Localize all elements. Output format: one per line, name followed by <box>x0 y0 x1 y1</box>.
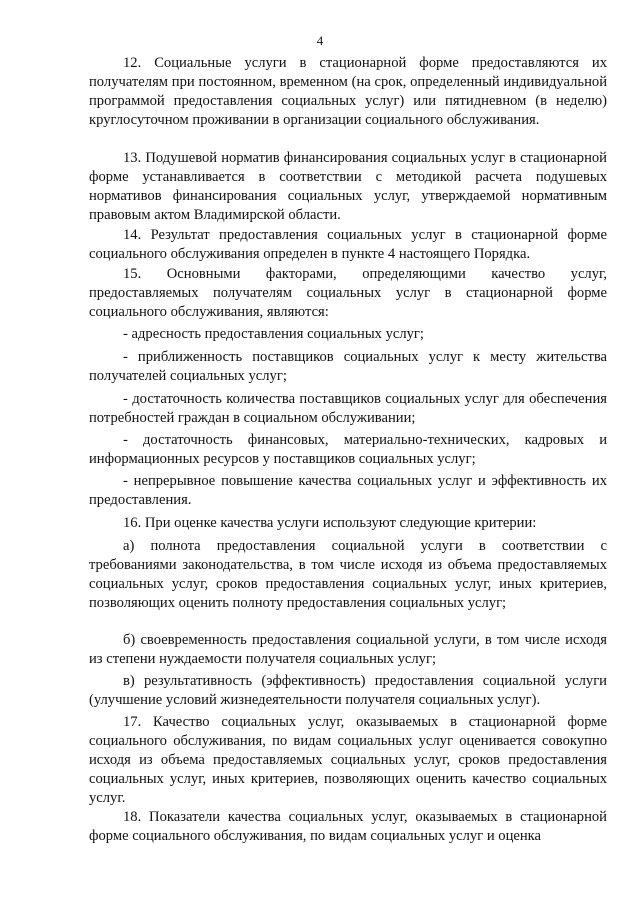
list-item-resources: - достаточность финансовых, материально-технических, кадровых и информационных ресурсов у поставщиков социальных услуг; <box>89 432 607 467</box>
paragraph-17: 17. Качество социальных услуг, оказываемых в стационарной форме социального обслуживания, по видам социальных услуг оценивается совокупно исходя из объема предоставляемых социальных услуг, сроков предоставления социальных услуг, иных критериев, позволяющих оценить качество социальных услуг. <box>89 714 607 806</box>
criterion-a: а) полнота предоставления социальной услуги в соответствии с требованиями законодательства, в том числе исходя из объема предоставляемых социальных услуг, сроков предоставления социальных услуг, иных критериев, позволяющих оценить полноту предоставления социальных услуг; <box>89 538 607 611</box>
paragraph-18: 18. Показатели качества социальных услуг, оказываемых в стационарной форме социального обслуживания, по видам социальных услуг и оценка <box>89 809 607 844</box>
paragraph-12: 12. Социальные услуги в стационарной форме предоставляются их получателям при постоянном, временном (на срок, определенный индивидуальной программой предоставления социальных услуг) или пятидневном (в неделю) круглосуточном проживании в организации социального обслуживания. <box>89 55 607 128</box>
paragraph-14: 14. Результат предоставления социальных услуг в стационарной форме социального обслуживания определен в пункте 4 настоящего Порядка. <box>89 227 607 262</box>
page-number: 4 <box>316 33 324 48</box>
criterion-c: в) результативность (эффективность) предоставления социальной услуги (улучшение условий жизнедеятельности получателя социальных услуг). <box>89 673 607 708</box>
paragraph-16: 16. При оценке качества услуги используют следующие критерии: <box>123 515 537 531</box>
list-item-proximity: - приближенность поставщиков социальных услуг к месту жительства получателей социальных услуг; <box>89 349 607 384</box>
list-item-improvement: - непрерывное повышение качества социальных услуг и эффективность их предоставления. <box>89 473 607 508</box>
paragraph-13: 13. Подушевой норматив финансирования социальных услуг в стационарной форме устанавливается в соответствии с методикой расчета подушевых нормативов финансирования социальных услуг, утверждаемой нормативным правовым актом Владимирской области. <box>89 150 607 223</box>
paragraph-15: 15. Основными факторами, определяющими качество услуг, предоставляемых получателям социальных услуг в стационарной форме социального обслуживания, являются: <box>89 266 607 320</box>
list-item-targeting: - адресность предоставления социальных услуг; <box>123 326 424 342</box>
criterion-b: б) своевременность предоставления социальной услуги, в том числе исходя из степени нуждаемости получателя социальных услуг; <box>89 632 607 667</box>
list-item-provider-count: - достаточность количества поставщиков социальных услуг для обеспечения потребностей граждан в социальном обслуживании; <box>89 391 607 426</box>
